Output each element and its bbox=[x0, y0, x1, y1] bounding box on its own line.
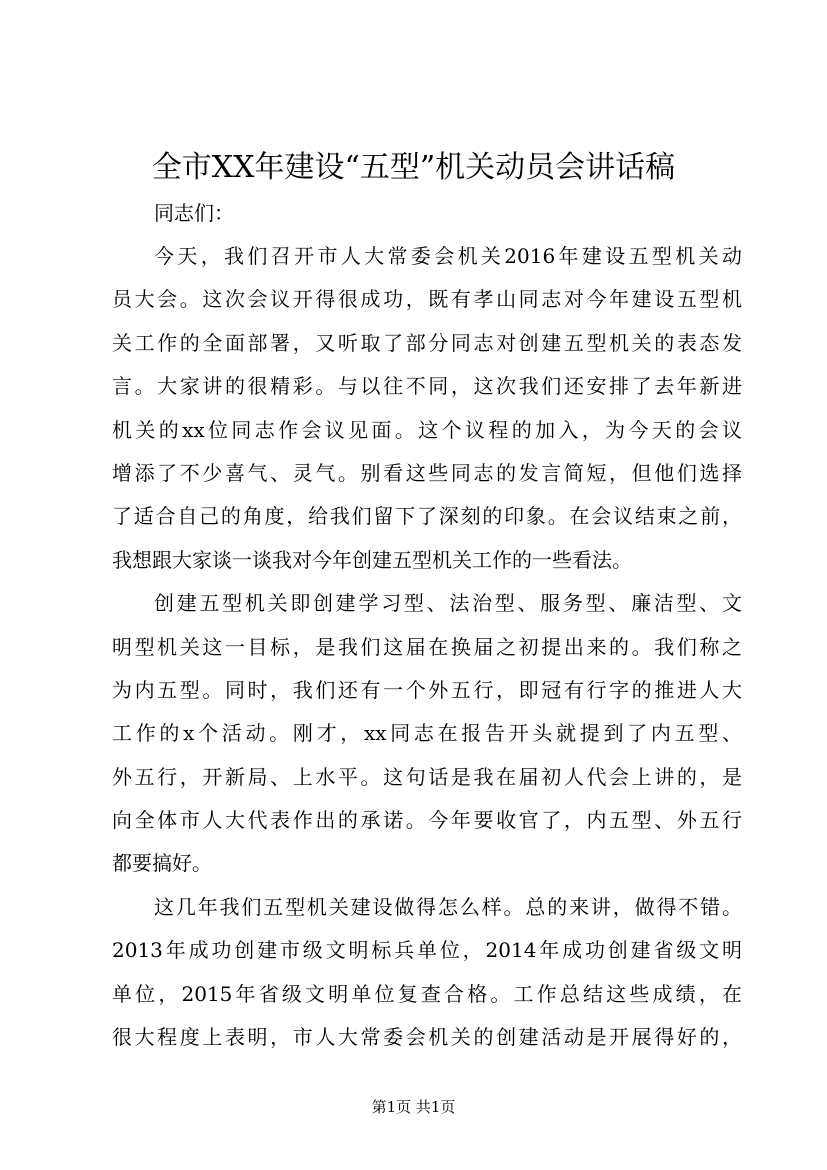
paragraph-line: 向全体市人大代表作出的承诺。今年要收官了，内五型、外五行 bbox=[112, 808, 742, 833]
paragraph-line: 很大程度上表明，市人大常委会机关的创建活动是开展得好的， bbox=[112, 1025, 742, 1050]
salutation: 同志们： bbox=[154, 201, 234, 225]
paragraph-line: 关工作的全面部署，又听取了部分同志对创建五型机关的表态发 bbox=[112, 330, 742, 355]
paragraph-line: 外五行，开新局、上水平。这句话是我在届初人代会上讲的，是 bbox=[112, 764, 742, 789]
paragraph-line: 言。大家讲的很精彩。与以往不同，这次我们还安排了去年新进 bbox=[112, 374, 742, 399]
paragraph-line: 明型机关这一目标，是我们这届在换届之初提出来的。我们称之 bbox=[112, 634, 742, 659]
paragraph-line: 了适合自己的角度，给我们留下了深刻的印象。在会议结束之前， bbox=[112, 504, 742, 529]
paragraph-line: 员大会。这次会议开得很成功，既有孝山同志对今年建设五型机 bbox=[112, 287, 742, 312]
document-body bbox=[112, 192, 742, 1059]
paragraph-line: 机关的xx位同志作会议见面。这个议程的加入，为今天的会议 bbox=[112, 417, 742, 442]
paragraph-1 bbox=[112, 235, 742, 582]
paragraph-line: 都要搞好。 bbox=[112, 851, 212, 876]
paragraph-line: 增添了不少喜气、灵气。别看这些同志的发言简短，但他们选择 bbox=[112, 460, 742, 485]
paragraph-2 bbox=[112, 582, 742, 886]
paragraph-line: 这几年我们五型机关建设做得怎么样。总的来讲，做得不错。 bbox=[154, 894, 742, 919]
paragraph-line: 今天，我们召开市人大常委会机关2016年建设五型机关动 bbox=[154, 244, 742, 268]
document-title: 全市XX年建设“五型”机关动员会讲话稿 bbox=[151, 150, 676, 185]
paragraph-line: 2013年成功创建市级文明标兵单位，2014年成功创建省级文明 bbox=[112, 938, 742, 963]
paragraph-line: 我想跟大家谈一谈我对今年创建五型机关工作的一些看法。 bbox=[112, 547, 632, 572]
paragraph-line: 单位，2015年省级文明单位复查合格。工作总结这些成绩，在 bbox=[112, 981, 742, 1006]
paragraph-line: 创建五型机关即创建学习型、法治型、服务型、廉洁型、文 bbox=[154, 591, 742, 616]
paragraph-3 bbox=[112, 886, 742, 1060]
paragraph-line: 工作的x个活动。刚才，xx同志在报告开头就提到了内五型、 bbox=[112, 721, 742, 746]
paragraph-line: 为内五型。同时，我们还有一个外五行，即冠有行字的推进人大 bbox=[112, 677, 742, 702]
page-footer: 第1页 共1页 bbox=[371, 1098, 456, 1116]
